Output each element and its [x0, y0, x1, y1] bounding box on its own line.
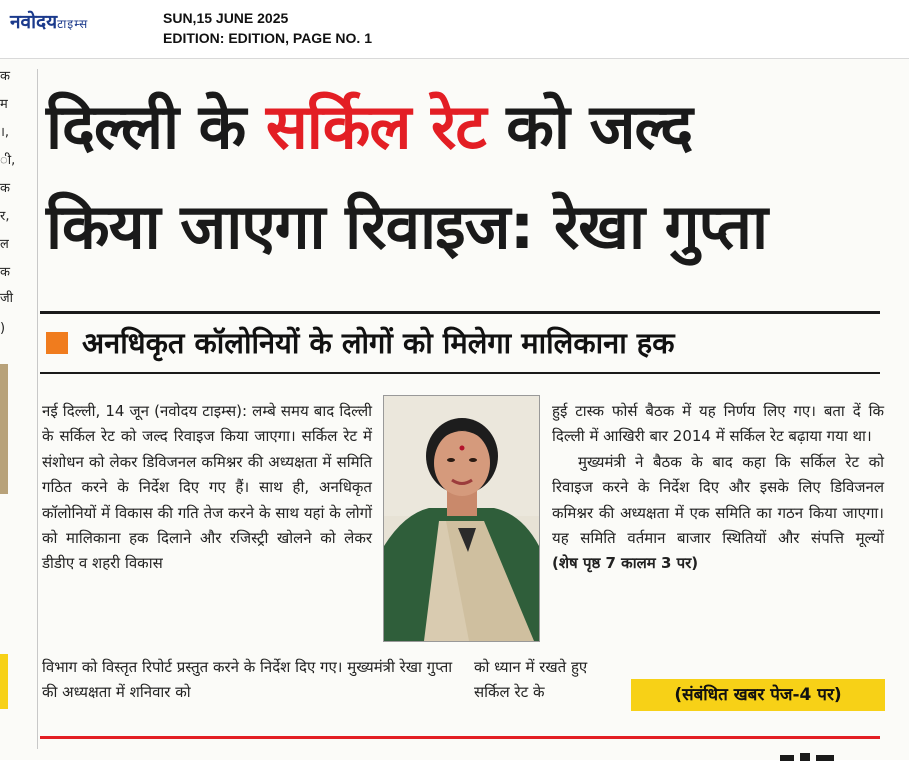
rule-above-subhead [40, 311, 880, 314]
left-fragment: क [0, 69, 10, 84]
logo-sub-text: टाइम्स [57, 17, 89, 31]
edition-line: EDITION: EDITION, PAGE NO. 1 [163, 30, 372, 46]
article-column-1-tail: विभाग को विस्तृत रिपोर्ट प्रस्तुत करने के निर्देश दिए गए। मुख्यमंत्री रेखा गुप्ता की अध्यक्षता में शनिवार को [42, 658, 453, 702]
column-3-paragraph-2-text: मुख्यमंत्री ने बैठक के बाद कहा कि सर्किल रेट को रिवाइज करने के निर्देश दिए और इसके लिए डिविजनल कमिश्नर की अध्यक्षता में एक समिति का गठन किया जाएगा। यह समिति वर्तमान बाजार स्थितियों और संपत्ति मूल्यों [552, 452, 884, 548]
next-article-top-edge [780, 749, 840, 761]
headline-line-2: किया जाएगा रिवाइज: रेखा गुप्ता [46, 190, 768, 263]
left-fragment: ी, [0, 153, 16, 168]
continued-page-link[interactable]: (शेष पृष्ठ 7 कालम 3 पर) [552, 554, 699, 573]
edition-info [163, 8, 372, 48]
left-fragment: ।, [0, 125, 10, 140]
left-fragment: र, [0, 209, 10, 224]
related-news-box[interactable]: (संबंधित खबर पेज-4 पर) [631, 679, 885, 711]
adjacent-photo-edge [0, 364, 8, 494]
newspaper-page [0, 59, 909, 760]
portrait-illustration [384, 396, 539, 641]
subheadline [46, 323, 886, 362]
red-bottom-rule [40, 736, 880, 739]
adjacent-article-strip [0, 59, 14, 760]
headline-part: दिल्ली के [46, 90, 266, 163]
column-divider [37, 69, 38, 749]
column-3-paragraph-2 [552, 450, 884, 577]
left-fragment: क [0, 265, 10, 280]
rekha-gupta-photo[interactable] [383, 395, 540, 642]
masthead-bar [0, 0, 909, 59]
left-fragment: म [0, 97, 8, 112]
subheadline-text: अनधिकृत कॉलोनियों के लोगों को मिलेगा मालिकाना हक [82, 326, 675, 360]
article-column-2-tail: को ध्यान में रखते हुए सर्किल रेट के [474, 658, 588, 702]
headline-part: को जल्द [485, 90, 693, 163]
left-fragment: जी [0, 291, 14, 306]
headline-line-1 [46, 77, 886, 177]
rule-below-subhead [40, 372, 880, 374]
left-fragment: ल [0, 237, 9, 252]
left-fragment: क [0, 181, 10, 196]
article-column-3 [552, 399, 884, 577]
navodaya-times-logo[interactable] [10, 8, 88, 34]
article-column-1: नई दिल्ली, 14 जून (नवोदय टाइम्स): लम्बे समय बाद दिल्ली के सर्किल रेट को जल्द रिवाइज किया जाएगा। सर्किल रेट में संशोधन को लेकर डिविजनल कमिश्नर की अध्यक्षता में समिति गठित करने के निर्देश दिए गए हैं। साथ ही, अनधिकृत कॉलोनियों में विकास की गति तेज करने के साथ यहां के लोगों को मालिकाना हक दिलाने और रजिस्ट्री खोलने को लेकर डीडीए व शहरी विकास [42, 402, 372, 573]
orange-bullet-icon [46, 332, 68, 354]
headline [46, 77, 886, 277]
date-line: SUN,15 JUNE 2025 [163, 10, 289, 26]
column-3-paragraph-1: हुई टास्क फोर्स बैठक में यह निर्णय लिए गए। बता दें कि दिल्ली में आखिरी बार 2014 में सर्किल रेट बढ़ाया गया था। [552, 402, 884, 446]
headline-highlight: सर्किल रेट [265, 90, 486, 163]
adjacent-yellow-box-edge [0, 654, 8, 709]
logo-main-text: नवोदय [10, 11, 58, 33]
left-fragment: ) [0, 321, 6, 336]
